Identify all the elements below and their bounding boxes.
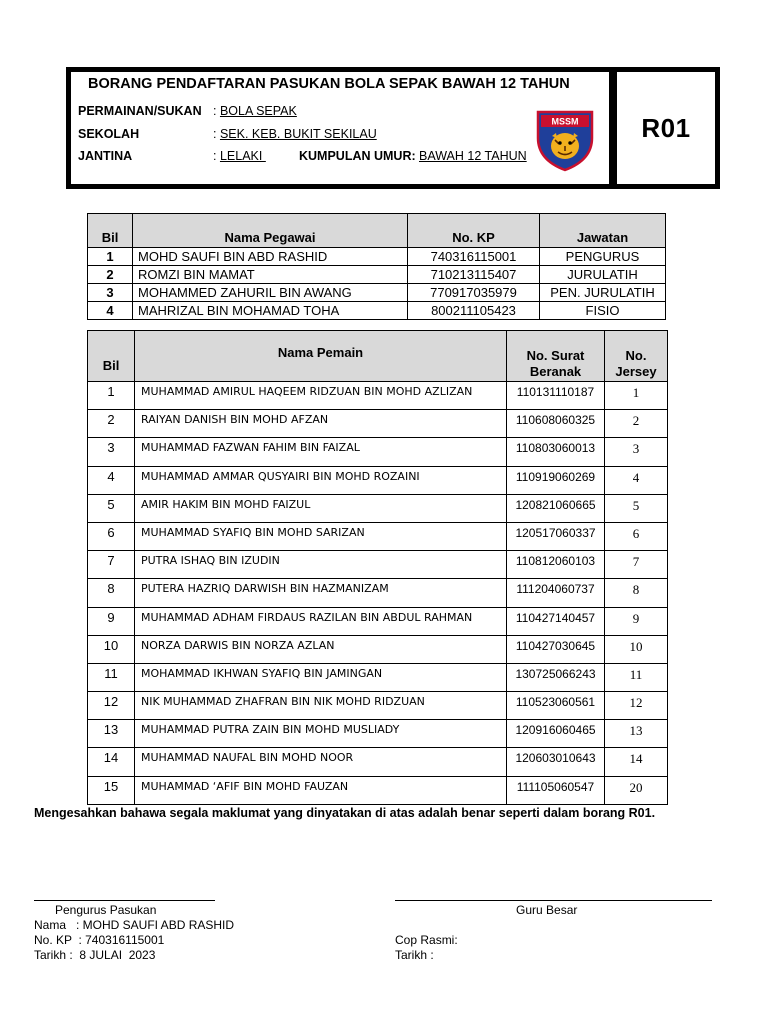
official-stamp-label: Cop Rasmi: [395,933,458,947]
field-value: LELAKI [219,149,266,163]
cell-jersey: 1 [605,382,668,410]
manager-title: Pengurus Pasukan [55,903,157,917]
cell-jersey: 12 [605,692,668,720]
form-title: BORANG PENDAFTARAN PASUKAN BOLA SEPAK BAWAH 12 TAHUN [88,76,570,92]
cell-name: MOHAMMED ZAHURIL BIN AWANG [133,284,408,302]
cell-jersey: 7 [605,551,668,579]
cell-jersey: 10 [605,635,668,663]
cell-bil: 11 [88,663,135,691]
cell-bil: 13 [88,720,135,748]
cell-player-name: MUHAMMAD PUTRA ZAIN BIN MOHD MUSLIADY [135,720,507,748]
cell-jersey: 20 [605,776,668,804]
cell-bil: 9 [88,607,135,635]
cell-player-name: NIK MUHAMMAD ZHAFRAN BIN NIK MOHD RIDZUAN [135,692,507,720]
cell-job: PENGURUS [540,248,666,266]
age-group-value: BAWAH 12 TAHUN [419,149,527,163]
table-row [88,266,666,284]
cell-bil: 4 [88,466,135,494]
cell-jersey: 11 [605,663,668,691]
cell-birth-cert: 110919060269 [507,466,605,494]
table-row [88,410,668,438]
col-header: Bil [88,214,133,248]
cell-birth-cert: 110131110187 [507,382,605,410]
form-code: R01 [641,112,691,143]
cell-bil: 15 [88,776,135,804]
col-header: Nama Pemain [135,331,507,382]
table-row [88,248,666,266]
signature-line-headmaster [395,900,712,901]
cell-birth-cert: 120821060665 [507,494,605,522]
cell-job: JURULATIH [540,266,666,284]
cell-jersey: 3 [605,438,668,466]
cell-name: ROMZI BIN MAMAT [133,266,408,284]
cell-birth-cert: 111204060737 [507,579,605,607]
cell-bil: 14 [88,748,135,776]
cell-player-name: NORZA DARWIS BIN NORZA AZLAN [135,635,507,663]
table-row [88,551,668,579]
cell-birth-cert: 120603010643 [507,748,605,776]
manager-date: Tarikh : 8 JULAI 2023 [34,948,156,962]
cell-jersey: 6 [605,522,668,550]
headmaster-title: Guru Besar [516,903,578,917]
cell-player-name: PUTERA HAZRIQ DARWISH BIN HAZMANIZAM [135,579,507,607]
table-row [88,438,668,466]
col-header: Nama Pegawai [133,214,408,248]
cell-player-name: MUHAMMAD AMMAR QUSYAIRI BIN MOHD ROZAINI [135,466,507,494]
cell-player-name: RAIYAN DANISH BIN MOHD AFZAN [135,410,507,438]
table-row [88,692,668,720]
cell-birth-cert: 110812060103 [507,551,605,579]
age-group-label: KUMPULAN UMUR: [299,149,416,163]
cell-kp: 710213115407 [408,266,540,284]
cell-birth-cert: 110608060325 [507,410,605,438]
field-label: PERMAINAN/SUKAN [78,104,202,118]
table-row [88,382,668,410]
col-header: No. Jersey [605,331,668,382]
cell-birth-cert: 120916060465 [507,720,605,748]
cell-birth-cert: 110427140457 [507,607,605,635]
form-code-box [612,67,720,189]
player-table-body [88,382,668,805]
cell-job: PEN. JURULATIH [540,284,666,302]
staff-table [87,213,666,320]
cell-player-name: MOHAMMAD IKHWAN SYAFIQ BIN JAMINGAN [135,663,507,691]
cell-player-name: PUTRA ISHAQ BIN IZUDIN [135,551,507,579]
col-header: No. KP [408,214,540,248]
field-label: JANTINA [78,149,133,163]
cell-birth-cert: 111105060547 [507,776,605,804]
cell-bil: 5 [88,494,135,522]
field-value: SEK. KEB. BUKIT SEKILAU [219,127,377,141]
field-label: SEKOLAH [78,127,140,141]
player-table [87,330,668,805]
col-header: No. Surat Beranak [507,331,605,382]
cell-birth-cert: 110523060561 [507,692,605,720]
table-row [88,494,668,522]
cell-birth-cert: 110427030645 [507,635,605,663]
cell-bil: 3 [88,438,135,466]
cell-jersey: 9 [605,607,668,635]
table-row [88,663,668,691]
staff-table-header [88,214,666,248]
logo-text: MSSM [551,116,579,127]
cell-jersey: 14 [605,748,668,776]
cell-jersey: 13 [605,720,668,748]
cell-bil: 4 [88,302,133,320]
cell-bil: 10 [88,635,135,663]
cell-bil: 2 [88,266,133,284]
cell-birth-cert: 120517060337 [507,522,605,550]
table-row [88,522,668,550]
cell-bil: 7 [88,551,135,579]
cell-bil: 6 [88,522,135,550]
cell-bil: 3 [88,284,133,302]
manager-kp: No. KP : 740316115001 [34,933,165,947]
cell-jersey: 2 [605,410,668,438]
cell-player-name: AMIR HAKIM BIN MOHD FAIZUL [135,494,507,522]
table-row [88,635,668,663]
table-row [88,302,666,320]
cell-birth-cert: 130725066243 [507,663,605,691]
table-row [88,579,668,607]
cell-bil: 8 [88,579,135,607]
cell-job: FISIO [540,302,666,320]
cell-player-name: MUHAMMAD NAUFAL BIN MOHD NOOR [135,748,507,776]
cell-kp: 740316115001 [408,248,540,266]
col-header: Bil [88,331,135,382]
table-row [88,466,668,494]
headmaster-date-label: Tarikh : [395,948,434,962]
cell-birth-cert: 110803060013 [507,438,605,466]
table-row [88,607,668,635]
field-value: BOLA SEPAK [219,104,297,118]
cell-bil: 1 [88,248,133,266]
signature-line-manager [34,900,215,901]
cell-player-name: MUHAMMAD ADHAM FIRDAUS RAZILAN BIN ABDUL RAHMAN [135,607,507,635]
cell-jersey: 8 [605,579,668,607]
cell-player-name: MUHAMMAD AMIRUL HAQEEM RIDZUAN BIN MOHD AZLIZAN [135,382,507,410]
mssm-logo-icon [535,110,595,172]
table-row [88,720,668,748]
table-row [88,748,668,776]
cell-bil: 1 [88,382,135,410]
cell-kp: 770917035979 [408,284,540,302]
cell-kp: 800211105423 [408,302,540,320]
cell-bil: 12 [88,692,135,720]
cell-bil: 2 [88,410,135,438]
cell-name: MAHRIZAL BIN MOHAMAD TOHA [133,302,408,320]
player-table-header [88,331,668,382]
cell-name: MOHD SAUFI BIN ABD RASHID [133,248,408,266]
cell-jersey: 4 [605,466,668,494]
cell-player-name: MUHAMMAD FAZWAN FAHIM BIN FAIZAL [135,438,507,466]
cell-jersey: 5 [605,494,668,522]
confirmation-statement: Mengesahkan bahawa segala maklumat yang dinyatakan di atas adalah benar seperti dalam borang R01. [34,806,656,820]
table-row [88,284,666,302]
manager-name: Nama : MOHD SAUFI ABD RASHID [34,918,235,932]
cell-player-name: MUHAMMAD SYAFIQ BIN MOHD SARIZAN [135,522,507,550]
col-header: Jawatan [540,214,666,248]
cell-player-name: MUHAMMAD ‘AFIF BIN MOHD FAUZAN [135,776,507,804]
table-row [88,776,668,804]
